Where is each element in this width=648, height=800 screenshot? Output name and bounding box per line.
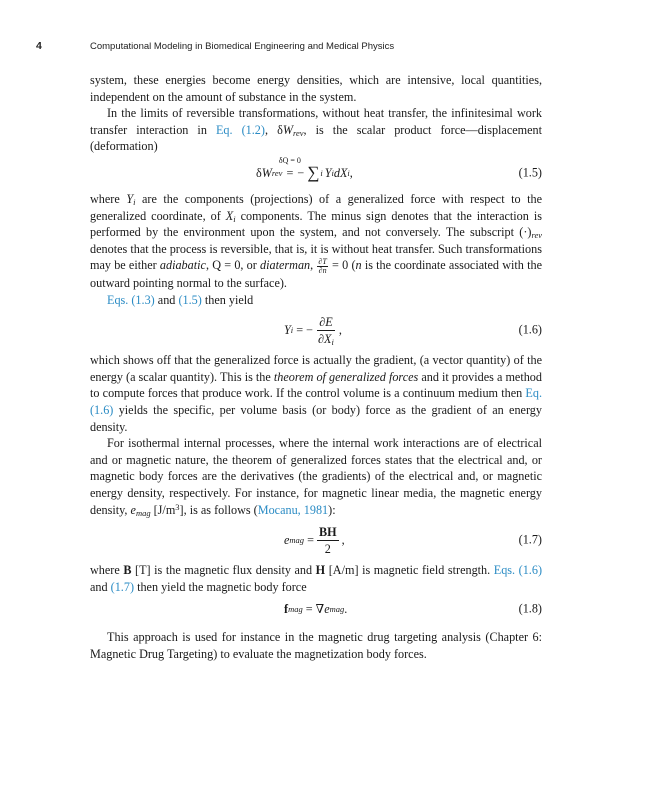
mocanu-1981-citation[interactable]: Mocanu, 1981	[257, 502, 329, 517]
equation-number: (1.6)	[518, 322, 542, 337]
equation-number: (1.7)	[518, 532, 542, 547]
paragraph-7: where B [T] is the magnetic flux density and H [A/m] is magnetic field strength. Eqs. (1.6) and (1.7) then yield the magnetic body force	[90, 563, 543, 594]
fraction: $\frac{BH}{2}$	[318, 524, 337, 556]
equation-1-8: f mag = ∇ e mag . (1.8)	[284, 602, 542, 617]
paragraph-2: In the limits of reversible transformations, without heat transfer, the infinitesimal work transfer interaction in Eq. (1.2), $\delta W_{rev}$, is the scalar product force—displacement (deformation)	[90, 106, 543, 154]
paragraph-6: For isothermal internal processes, where the internal work interactions are of electrical and or magnetic nature, the theorem of generalized forces states that the electrical and, or magnetic body forces are the derivatives (the gradients) of the electrical and, or magnetic energy density, respectively. For instance, for magnetic linear media, the magnetic energy density, $e_{mag}$ $[J/m^3]$, is as follows (Mocanu, 1981):	[90, 436, 542, 518]
page-number: 4	[36, 40, 42, 52]
equation-1-5: δ W rev δQ = 0 = − ∑ i Y i dX i , (1.5)	[256, 155, 542, 182]
paragraph-1: system, these energies become energy densities, which are intensive, local quantities, independent on the amount of substance in the system.	[90, 73, 542, 104]
equation-number: (1.8)	[518, 602, 542, 617]
running-header	[36, 40, 588, 56]
fraction: $\frac{\partial E}{\partial X_i}$	[318, 314, 334, 347]
eq-1-6-link[interactable]: Eqs. (1.6)	[493, 563, 543, 578]
eq-1-2-link[interactable]: Eq. (1.2)	[215, 122, 265, 137]
equation-number: (1.5)	[518, 165, 542, 180]
eq-1-3-link[interactable]: Eqs. (1.3)	[107, 292, 155, 307]
paragraph-4: Eqs. (1.3) and (1.5) then yield	[107, 292, 254, 307]
equation-1-7: e mag = $\frac{BH}{2}$ , (1.7)	[284, 524, 542, 556]
eq-1-6-link[interactable]: Eq. (1.6)	[90, 386, 542, 418]
running-title: Computational Modeling in Biomedical Engineering and Medical Physics	[90, 41, 395, 52]
equation-1-6: Y i = − $\frac{\partial E}{\partial X_i}$ , (1.6)	[284, 314, 542, 347]
paragraph-3: where $Y_i$ are the components (projections) of a generalized force with respect to the generalized coordinate, of $X_i$ components. The minus sign denotes that the interaction is performed by the environment upon the system, and not conversely. The subscript $(\cdot)_{rev}$ denotes that the process is reversible, that is, it is without heat transfer. Such transformations may be either adiabatic, Q = 0, or diaterman, $\frac{\partial T}{\partial n}$ = 0 (n is the coordinate associated with the outward pointing normal to the surface).	[90, 191, 543, 291]
page-body	[90, 72, 542, 663]
paragraph-8: This approach is used for instance in the magnetic drug targeting analysis (Chapter 6: Magnetic Drug Targeting) to evaluate the magnetization body forces.	[90, 630, 542, 661]
dT-dn-fraction: $\frac{\partial T}{\partial n}$	[318, 257, 327, 276]
eq-1-5-link[interactable]: (1.5)	[178, 292, 202, 307]
summation-symbol: ∑	[307, 162, 320, 182]
overset-equals: δQ = 0 =	[278, 155, 301, 180]
eq-1-7-link[interactable]: (1.7)	[110, 579, 135, 594]
paragraph-5: which shows off that the generalized force is actually the gradient, (a vector quantity) of the energy (a scalar quantity). This is the theorem of generalized forces and it provides a method to compute forces that produce work. If the control volume is a continuum medium then Eq. (1.6) yields the specific, per volume basis (or body) force as the gradient of an energy density.	[90, 353, 542, 434]
